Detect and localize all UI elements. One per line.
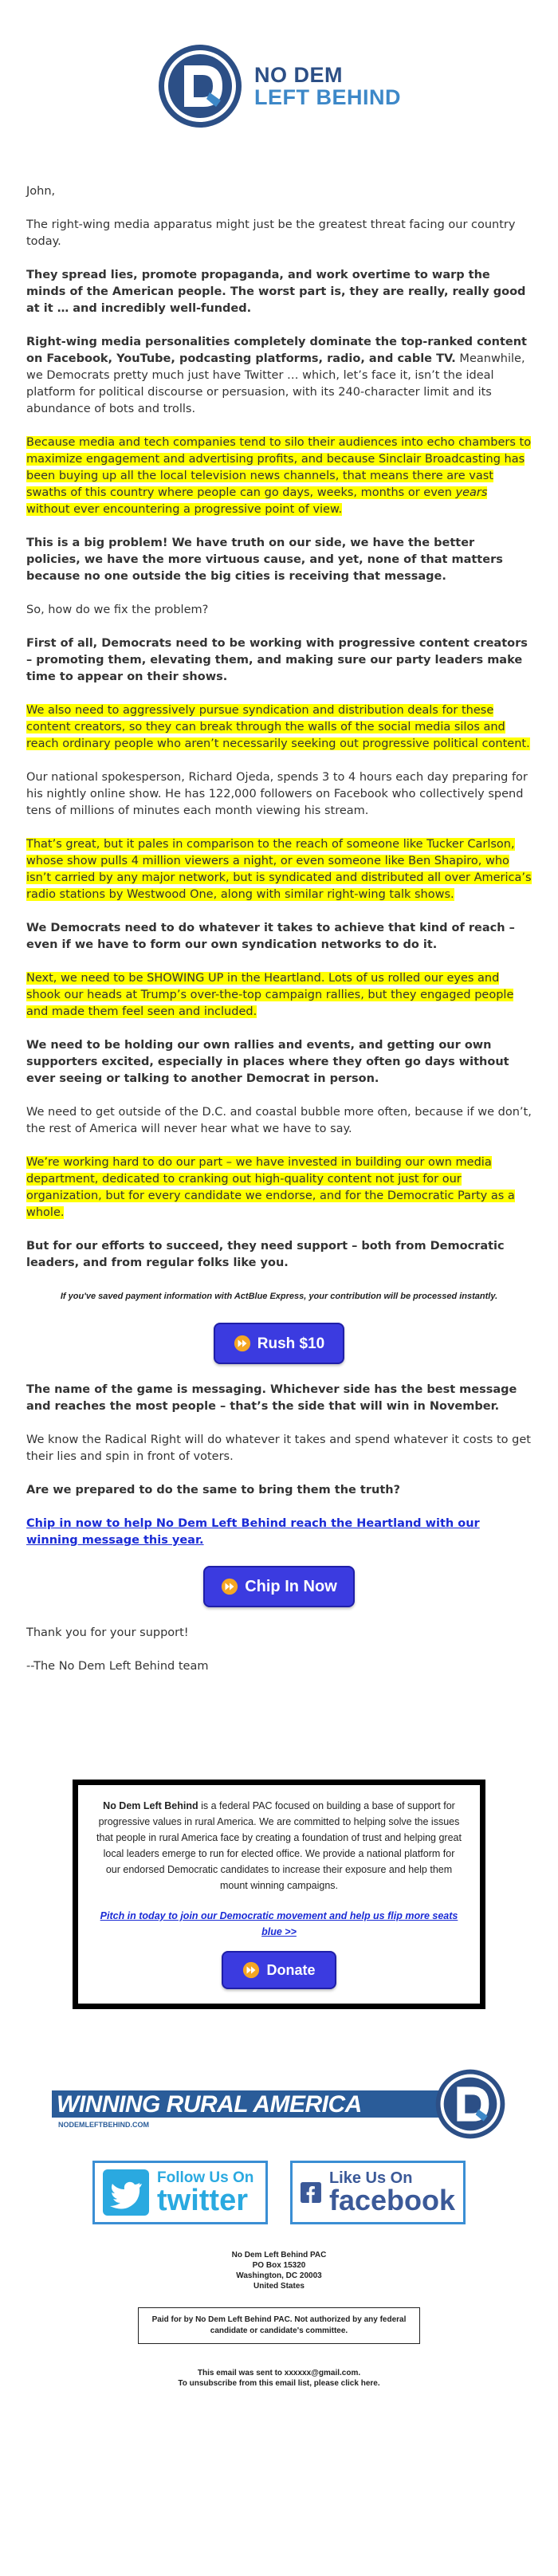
- paragraph-7: First of all, Democrats need to be working with progressive content creators – promoting them, elevating them, and making sure our party leaders make time to appear on their shows.: [26, 637, 528, 683]
- paragraph-14: We need to get outside of the D.C. and coastal bubble more often, because if we don’t, the rest of America will never hear what we have to say.: [26, 1106, 532, 1135]
- pitch-in-link[interactable]: Pitch in today to join our Democratic movement and help us flip more seats blue >>: [100, 1910, 458, 1937]
- facebook-like-button[interactable]: [290, 2161, 466, 2224]
- paragraph-5: This is a big problem! We have truth on our side, we have the better policies, we have the more virtuous cause, and yet, none of that matters because no one outside the big cities is receiving that message.: [26, 537, 503, 583]
- paragraph-19: Are we prepared to do the same to bring them the truth?: [26, 1484, 400, 1496]
- twitter-icon: [103, 2169, 149, 2216]
- paragraph-15-text: We’re working hard to do our part – we have invested in building our own media department, dedicated to cranking out high-quality content not just for our organization, but for every candidate we endorse, and for the Democratic Party as a whole.: [26, 1156, 515, 1219]
- address-line-2: PO Box 15320: [252, 2261, 306, 2270]
- signoff: --The No Dem Left Behind team: [26, 1660, 209, 1673]
- paid-for-disclaimer: Paid for by No Dem Left Behind PAC. Not authorized by any federal candidate or candidate's committee.: [138, 2307, 420, 2344]
- paragraph-8-text: We also need to aggressively pursue syndication and distribution deals for these content creators, so they can break through the walls of the social media silos and reach ordinary people who aren’t necessarily seeking out progressive political content.: [26, 704, 530, 750]
- paragraph-13: We need to be holding our own rallies and events, and getting our own supporters excited, especially in places where they often go days without ever seeing or talking to another Democrat in person.: [26, 1039, 509, 1085]
- address-line-3: Washington, DC 20003: [236, 2271, 322, 2280]
- paragraph-4-italic: years: [455, 486, 488, 499]
- paragraph-6: So, how do we fix the problem?: [26, 604, 209, 616]
- logo[interactable]: [157, 43, 401, 129]
- paragraph-4: [26, 435, 532, 518]
- email-body: [0, 183, 558, 1675]
- chip-in-now-label: Chip In Now: [245, 1577, 337, 1595]
- fast-forward-icon: [234, 1335, 251, 1352]
- facebook-wordmark: facebook: [328, 2184, 455, 2216]
- paragraph-8: [26, 702, 532, 753]
- donate-label: Donate: [266, 1962, 316, 1978]
- winning-rural-america-banner[interactable]: [52, 2068, 506, 2140]
- banner-title: WINNING RURAL AMERICA: [57, 2091, 362, 2118]
- paragraph-17: The name of the game is messaging. Whichever side has the best message and reaches the most people – that’s the side that will win in November.: [26, 1383, 517, 1413]
- paragraph-4-b: without ever encountering a progressive point of view.: [26, 503, 343, 516]
- logo-line2: LEFT BEHIND: [254, 85, 401, 109]
- rush-button-row: [26, 1323, 532, 1364]
- paragraph-9: Our national spokesperson, Richard Ojeda, spends 3 to 4 hours each day preparing for his nightly online show. He has 122,000 followers on Facebook who collectively spend tens of millions of minutes each month viewing his stream.: [26, 771, 528, 817]
- logo-emblem-icon: [157, 43, 243, 129]
- twitter-follow-button[interactable]: [92, 2161, 268, 2224]
- unsubscribe-link[interactable]: To unsubscribe from this email list, please click here.: [178, 2379, 380, 2388]
- chip-in-now-button[interactable]: [203, 1566, 355, 1607]
- paragraph-10-text: That’s great, but it pales in comparison to the reach of someone like Tucker Carlson, whose show pulls 4 million viewers a night, or even someone like Ben Shapiro, who isn’t carried by any major network, but is syndicated and distributed all over America’s radio stations by Westwood One, along with similar right-wing talk shows.: [26, 838, 532, 901]
- facebook-like-label: Like Us On: [328, 2169, 413, 2187]
- address-line-4: United States: [253, 2282, 305, 2291]
- banner-logo-icon: [434, 2068, 506, 2140]
- pac-info-box: [73, 1780, 485, 2009]
- footer: [0, 2368, 558, 2389]
- rush-10-label: Rush $10: [257, 1335, 325, 1352]
- rush-10-button[interactable]: [214, 1323, 344, 1364]
- pac-description: [96, 1798, 462, 1894]
- paragraph-11: We Democrats need to do whatever it takes to achieve that kind of reach – even if we have to form our own syndication networks to do it.: [26, 922, 515, 951]
- paragraph-10: [26, 836, 532, 903]
- paragraph-16: But for our efforts to succeed, they need support – both from Democratic leaders, and from regular folks like you.: [26, 1240, 505, 1269]
- pac-description-text: is a federal PAC focused on building a base of support for progressive values in rural America. We are committed to helping solve the issues that people in rural America face by creating a foundation of trust and helping great local leaders emerge to run for elected office. We provide a national platform for our endorsed Democratic candidates to increase their exposure and help them mount winning campaigns.: [96, 1800, 462, 1891]
- actblue-note: If you've saved payment information with ActBlue Express, your contribution will be processed instantly.: [60, 1292, 498, 1301]
- fast-forward-icon: [221, 1578, 238, 1595]
- chip-button-row: [26, 1566, 532, 1607]
- address-line-1: No Dem Left Behind PAC: [231, 2251, 327, 2259]
- paragraph-3-rest: Meanwhile, we Democrats pretty much just have Twitter … which, let’s face it, isn’t the ideal platform for political discourse or persuasion, with its 240-character limit and its abundance of bots and trolls.: [26, 352, 525, 415]
- twitter-text: [157, 2170, 253, 2216]
- paragraph-3: [26, 334, 532, 418]
- paragraph-15: [26, 1154, 532, 1221]
- logo-line1: NO DEM: [254, 62, 343, 87]
- chip-in-link[interactable]: Chip in now to help No Dem Left Behind reach the Heartland with our winning message this year.: [26, 1517, 480, 1547]
- logo-wordmark: [254, 64, 401, 109]
- donate-button[interactable]: [222, 1951, 336, 1989]
- social-links: [0, 2161, 558, 2224]
- fast-forward-icon: [242, 1961, 260, 1979]
- mailing-address: [0, 2250, 558, 2291]
- greeting: John,: [26, 185, 56, 198]
- facebook-text: [329, 2170, 455, 2215]
- chip-in-link-paragraph: [26, 1516, 532, 1549]
- pac-name: No Dem Left Behind: [103, 1800, 198, 1811]
- paragraph-12: [26, 970, 532, 1021]
- twitter-follow-label: Follow Us On: [157, 2169, 254, 2186]
- paragraph-2: They spread lies, promote propaganda, and work overtime to warp the minds of the American people. The worst part is, they are really, really good at it … and incredibly well-funded.: [26, 269, 526, 315]
- paragraph-4-a: Because media and tech companies tend to silo their audiences into echo chambers to maximize engagement and advertising profits, and because Sinclair Broadcasting has been buying up all the local television news channels, that means there are vast swaths of this country where people can go days, weeks, months or even: [26, 436, 532, 499]
- paragraph-12-text: Next, we need to be SHOWING UP in the Heartland. Lots of us rolled our eyes and shook our heads at Trump’s over-the-top campaign rallies, but they engaged people and made them feel seen and included.: [26, 972, 514, 1018]
- thanks: Thank you for your support!: [26, 1626, 189, 1639]
- paragraph-1: The right-wing media apparatus might just be the greatest threat facing our country today.: [26, 218, 516, 248]
- twitter-wordmark: twitter: [157, 2183, 248, 2217]
- paragraph-18: We know the Radical Right will do whatever it takes and spend whatever it costs to get their lies and spin in front of voters.: [26, 1434, 531, 1463]
- banner-url: NODEMLEFTBEHIND.COM: [58, 2121, 149, 2129]
- donate-button-row: [96, 1951, 462, 1989]
- sent-to-text: This email was sent to xxxxxx@gmail.com.: [197, 2369, 361, 2377]
- header: [0, 0, 558, 159]
- facebook-icon: [301, 2169, 321, 2216]
- paragraph-3-bold: Right-wing media personalities completely dominate the top-ranked content on Facebook, YouTube, podcasting platforms, radio, and cable TV.: [26, 336, 527, 365]
